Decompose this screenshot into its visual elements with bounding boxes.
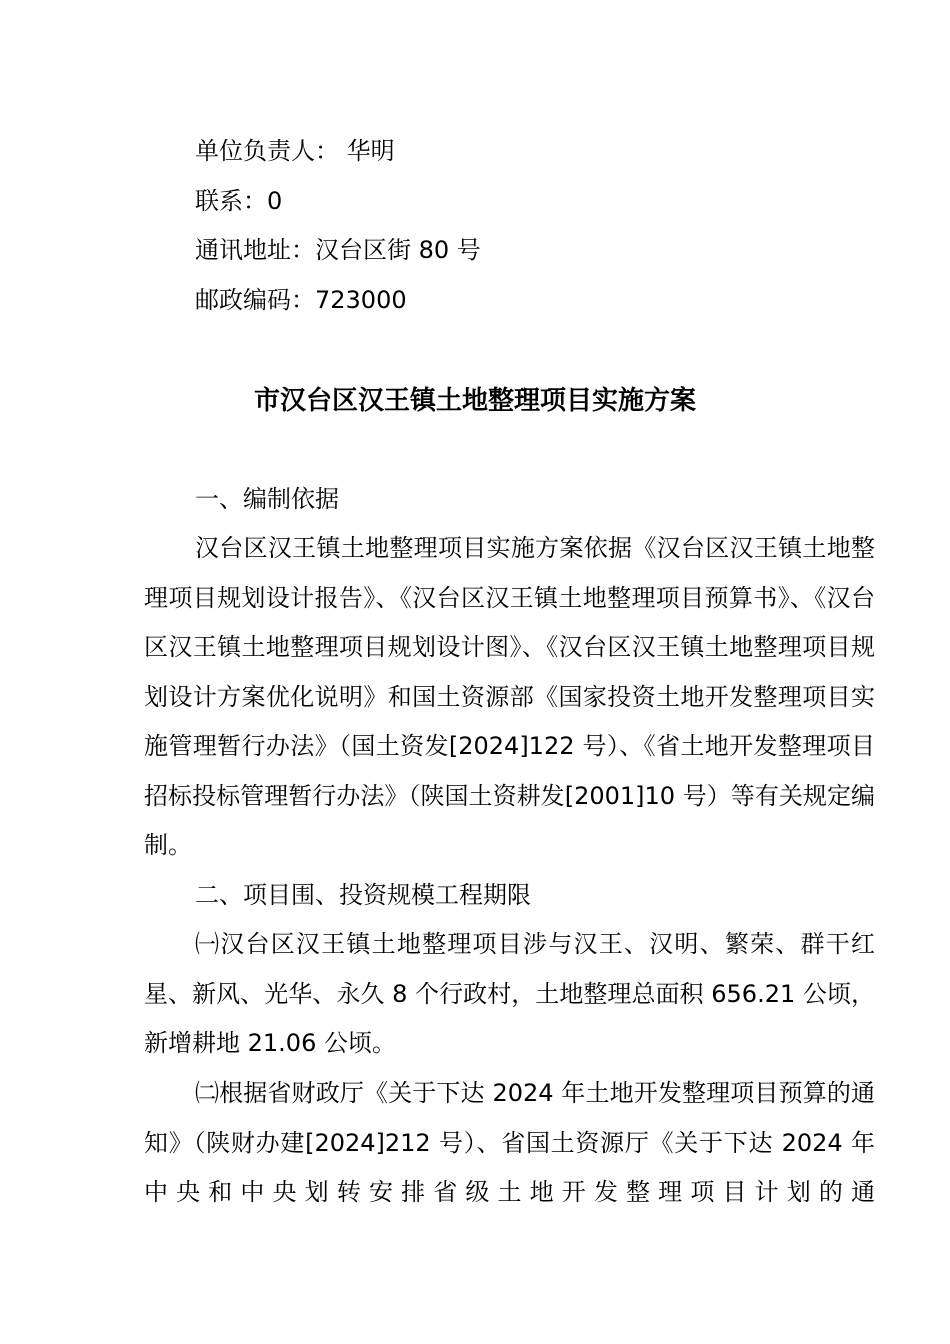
mailing-address: 通讯地址：汉台区街 80 号 xyxy=(195,236,481,264)
contact-phone: 联系：0 xyxy=(195,187,283,215)
postal-code: 邮政编码：723000 xyxy=(195,286,407,314)
paragraph-scope-area: ㈠汉台区汉王镇土地整理项目涉与汉王、汉明、繁荣、群干红星、新风、光华、永久 8 个行政村，土地整理总面积 656.21 公顷，新增耕地 21.06 公顷。 xyxy=(144,930,875,1057)
section-heading-basis: 一、编制依据 xyxy=(195,485,339,513)
paragraph-budget-notice: ㈡根据省财政厅《关于下达 2024 年土地开发整理项目预算的通知》（陕财办建[2024]212 号）、省国土资源厅《关于下达 2024 年中央和中央划转安排省级土地开发整理项目计划的通 xyxy=(144,1079,875,1206)
paragraph-basis: 汉台区汉王镇土地整理项目实施方案依据《汉台区汉王镇土地整理项目规划设计报告》、《汉台区汉王镇土地整理项目预算书》、《汉台区汉王镇土地整理项目规划设计图》、《汉台区汉王镇土地整理项目规划设计方案优化说明》和国土资源部《国家投资土地开发整理项目实施管理暂行办法》（国土资发[2024]122 号）、《省土地开发整理项目招标投标管理暂行办法》（陕国土资耕发[2001]10 号）等有关规定编制。 xyxy=(144,534,875,859)
responsible-person: 单位负责人： 华明 xyxy=(195,137,395,165)
document-title: 市汉台区汉王镇土地整理项目实施方案 xyxy=(253,386,696,416)
section-heading-scope: 二、项目围、投资规模工程期限 xyxy=(195,881,531,909)
